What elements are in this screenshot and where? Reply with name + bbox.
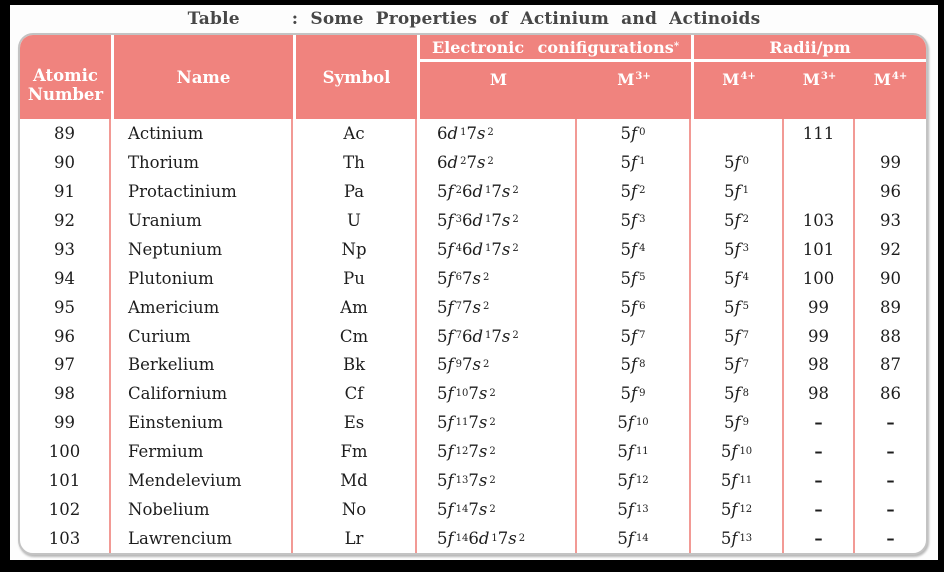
cell-config-m4plus <box>691 119 784 148</box>
cell-symbol: Pa <box>293 177 417 206</box>
cell-config-m4plus: 5 f 7 <box>691 351 784 380</box>
cell-config-m: 5 f 9 7 s 2 <box>417 351 577 380</box>
cell-config-m: 5 f 11 7 s 2 <box>417 408 577 437</box>
cell-name: Nobelium <box>111 495 293 524</box>
cell-config-m: 6 d 1 7 s 2 <box>417 119 577 148</box>
cell-radius-m3plus: 101 <box>784 235 855 264</box>
cell-name: Berkelium <box>111 351 293 380</box>
cell-config-m4plus: 5 f 2 <box>691 206 784 235</box>
subcolumn-header-m4plus-radius: $M^{4+}$ <box>873 70 908 89</box>
cell-atomic-number: 94 <box>20 264 111 293</box>
cell-config-m: 5 f 6 7 s 2 <box>417 264 577 293</box>
cell-config-m: 5 f 2 6 d 1 7 s 2 <box>417 177 577 206</box>
column-header-atomic-number <box>20 35 111 119</box>
table-row <box>20 495 926 524</box>
page-title <box>10 5 938 33</box>
cell-radius-m4plus: 87 <box>880 355 901 375</box>
cell-name: Mendelevium <box>111 466 293 495</box>
cell-symbol: Fm <box>293 437 417 466</box>
cell-atomic-number: 97 <box>20 351 111 380</box>
cell-config-m4plus: 5 f 9 <box>691 408 784 437</box>
cell-radius-m4plus: – <box>886 413 895 433</box>
cell-radius-m3plus: 98 <box>784 379 855 408</box>
cell-config-m: 5 f 10 7 s 2 <box>417 379 577 408</box>
group-header-radii: Radii/pm <box>691 35 926 62</box>
cell-radius-m4plus: 96 <box>880 181 901 201</box>
cell-radius-m4plus: – <box>886 471 895 491</box>
cell-name: Fermium <box>111 437 293 466</box>
cell-radius-m3plus: – <box>784 495 855 524</box>
table-row <box>20 264 926 293</box>
cell-atomic-number: 89 <box>20 119 111 148</box>
subcolumn-header-m4plus-config: $M^{4+}$ <box>691 62 784 119</box>
cell-radius-m4plus: – <box>886 529 895 549</box>
cell-atomic-number: 91 <box>20 177 111 206</box>
page <box>10 5 938 560</box>
table-row <box>20 408 926 437</box>
cell-name: Protactinium <box>111 177 293 206</box>
cell-radius-m3plus <box>784 148 855 177</box>
cell-symbol: Ac <box>293 119 417 148</box>
cell-radius-m4plus: 93 <box>880 210 901 230</box>
cell-name: Americium <box>111 293 293 322</box>
cell-symbol: Np <box>293 235 417 264</box>
table-row <box>20 235 926 264</box>
subcolumn-header-m: M <box>417 62 577 119</box>
table-row <box>20 379 926 408</box>
cell-config-m3plus: 5 f 13 <box>577 495 691 524</box>
cell-config-m3plus: 5 f 0 <box>577 119 691 148</box>
cell-radius-m3plus: 111 <box>784 119 855 148</box>
cell-radius-m3plus: – <box>784 408 855 437</box>
group-header-electronic-configurations: Electronic conifigurations * <box>417 35 691 62</box>
cell-config-m3plus: 5 f 6 <box>577 293 691 322</box>
cell-config-m4plus: 5 f 8 <box>691 379 784 408</box>
cell-symbol: Cf <box>293 379 417 408</box>
cell-radius-m3plus: 99 <box>784 322 855 351</box>
properties-table <box>18 33 928 555</box>
cell-config-m4plus: 5 f 3 <box>691 235 784 264</box>
atomic-header-line1: Atomic <box>33 66 98 85</box>
cell-name: Thorium <box>111 148 293 177</box>
cell-radius-m4plus: 92 <box>880 239 901 259</box>
cell-atomic-number: 101 <box>20 466 111 495</box>
table-body <box>20 119 926 553</box>
cell-config-m3plus: 5 f 3 <box>577 206 691 235</box>
cell-radius-m3plus: 98 <box>784 351 855 380</box>
cell-name: Lawrencium <box>111 524 293 553</box>
cell-name: Actinium <box>111 119 293 148</box>
cell-radius-m4plus <box>855 119 926 148</box>
cell-radius-m3plus: – <box>784 437 855 466</box>
cell-radius-m3plus <box>784 177 855 206</box>
cell-config-m: 5 f 3 6 d 1 7 s 2 <box>417 206 577 235</box>
cell-atomic-number: 92 <box>20 206 111 235</box>
cell-radius-m4plus: 90 <box>880 268 901 288</box>
cell-radius-m4plus: 89 <box>880 297 901 317</box>
table-row <box>20 293 926 322</box>
cell-config-m3plus: 5 f 5 <box>577 264 691 293</box>
table-row <box>20 524 926 553</box>
cell-radius-m3plus: 103 <box>784 206 855 235</box>
cell-config-m: 5 f 14 6 d 1 7 s 2 <box>417 524 577 553</box>
cell-config-m4plus: 5 f 4 <box>691 264 784 293</box>
cell-atomic-number: 99 <box>20 408 111 437</box>
cell-config-m3plus: 5 f 2 <box>577 177 691 206</box>
cell-atomic-number: 98 <box>20 379 111 408</box>
column-header-symbol: Symbol <box>293 35 417 119</box>
table-row <box>20 206 926 235</box>
cell-config-m: 5 f 7 7 s 2 <box>417 293 577 322</box>
cell-radius-m4plus: 88 <box>880 326 901 346</box>
cell-name: Neptunium <box>111 235 293 264</box>
cell-radius-m3plus: 99 <box>784 293 855 322</box>
cell-symbol: Lr <box>293 524 417 553</box>
cell-atomic-number: 90 <box>20 148 111 177</box>
table-row <box>20 437 926 466</box>
table-row <box>20 177 926 206</box>
cell-config-m4plus: 5 f 12 <box>691 495 784 524</box>
cell-config-m3plus: 5 f 11 <box>577 437 691 466</box>
table-row <box>20 322 926 351</box>
cell-name: Uranium <box>111 206 293 235</box>
cell-radius-m4plus: 99 <box>880 152 901 172</box>
cell-symbol: Am <box>293 293 417 322</box>
cell-atomic-number: 96 <box>20 322 111 351</box>
cell-config-m3plus: 5 f 8 <box>577 351 691 380</box>
column-header-name: Name <box>111 35 293 119</box>
cell-symbol: Pu <box>293 264 417 293</box>
cell-radius-m3plus: 100 <box>784 264 855 293</box>
cell-config-m: 5 f 13 7 s 2 <box>417 466 577 495</box>
cell-config-m4plus: 5 f 5 <box>691 293 784 322</box>
cell-radius-m3plus: – <box>784 524 855 553</box>
cell-config-m: 6 d 2 7 s 2 <box>417 148 577 177</box>
cell-atomic-number: 102 <box>20 495 111 524</box>
cell-symbol: Bk <box>293 351 417 380</box>
cell-config-m4plus: 5 f 13 <box>691 524 784 553</box>
cell-config-m3plus: 5 f 1 <box>577 148 691 177</box>
cell-config-m4plus: 5 f 10 <box>691 437 784 466</box>
cell-name: Californium <box>111 379 293 408</box>
cell-config-m3plus: 5 f 12 <box>577 466 691 495</box>
table-row <box>20 148 926 177</box>
cell-atomic-number: 100 <box>20 437 111 466</box>
cell-config-m3plus: 5 f 9 <box>577 379 691 408</box>
cell-atomic-number: 95 <box>20 293 111 322</box>
cell-config-m3plus: 5 f 7 <box>577 322 691 351</box>
table-title-prefix: Table <box>187 9 240 29</box>
cell-symbol: Th <box>293 148 417 177</box>
table-row <box>20 351 926 380</box>
atomic-header-line2: Number <box>27 85 104 104</box>
cell-radius-m4plus: 86 <box>880 384 901 404</box>
cell-symbol: U <box>293 206 417 235</box>
cell-radius-m3plus: – <box>784 466 855 495</box>
cell-config-m: 5 f 14 7 s 2 <box>417 495 577 524</box>
cell-config-m4plus: 5 f 7 <box>691 322 784 351</box>
cell-name: Einstenium <box>111 408 293 437</box>
cell-config-m4plus: 5 f 1 <box>691 177 784 206</box>
cell-symbol: Es <box>293 408 417 437</box>
cell-config-m: 5 f 7 6 d 1 7 s 2 <box>417 322 577 351</box>
cell-config-m3plus: 5 f 14 <box>577 524 691 553</box>
cell-config-m4plus: 5 f 11 <box>691 466 784 495</box>
cell-symbol: Cm <box>293 322 417 351</box>
cell-config-m4plus: 5 f 0 <box>691 148 784 177</box>
cell-radius-m4plus: – <box>886 442 895 462</box>
subcolumn-header-m3plus-radius: $M^{3+}$ <box>802 70 837 89</box>
cell-config-m3plus: 5 f 10 <box>577 408 691 437</box>
table-row <box>20 466 926 495</box>
cell-symbol: No <box>293 495 417 524</box>
table-header <box>20 35 926 119</box>
cell-config-m: 5 f 4 6 d 1 7 s 2 <box>417 235 577 264</box>
cell-radius-m4plus: – <box>886 500 895 520</box>
cell-atomic-number: 93 <box>20 235 111 264</box>
table-title-text: : Some Properties of Actinium and Actinoids <box>291 9 761 29</box>
cell-symbol: Md <box>293 466 417 495</box>
cell-atomic-number: 103 <box>20 524 111 553</box>
cell-config-m3plus: 5 f 4 <box>577 235 691 264</box>
cell-name: Plutonium <box>111 264 293 293</box>
table-row <box>20 119 926 148</box>
cell-config-m: 5 f 12 7 s 2 <box>417 437 577 466</box>
subcolumn-header-m3plus-config: $M^{3+}$ <box>617 70 651 89</box>
cell-name: Curium <box>111 322 293 351</box>
